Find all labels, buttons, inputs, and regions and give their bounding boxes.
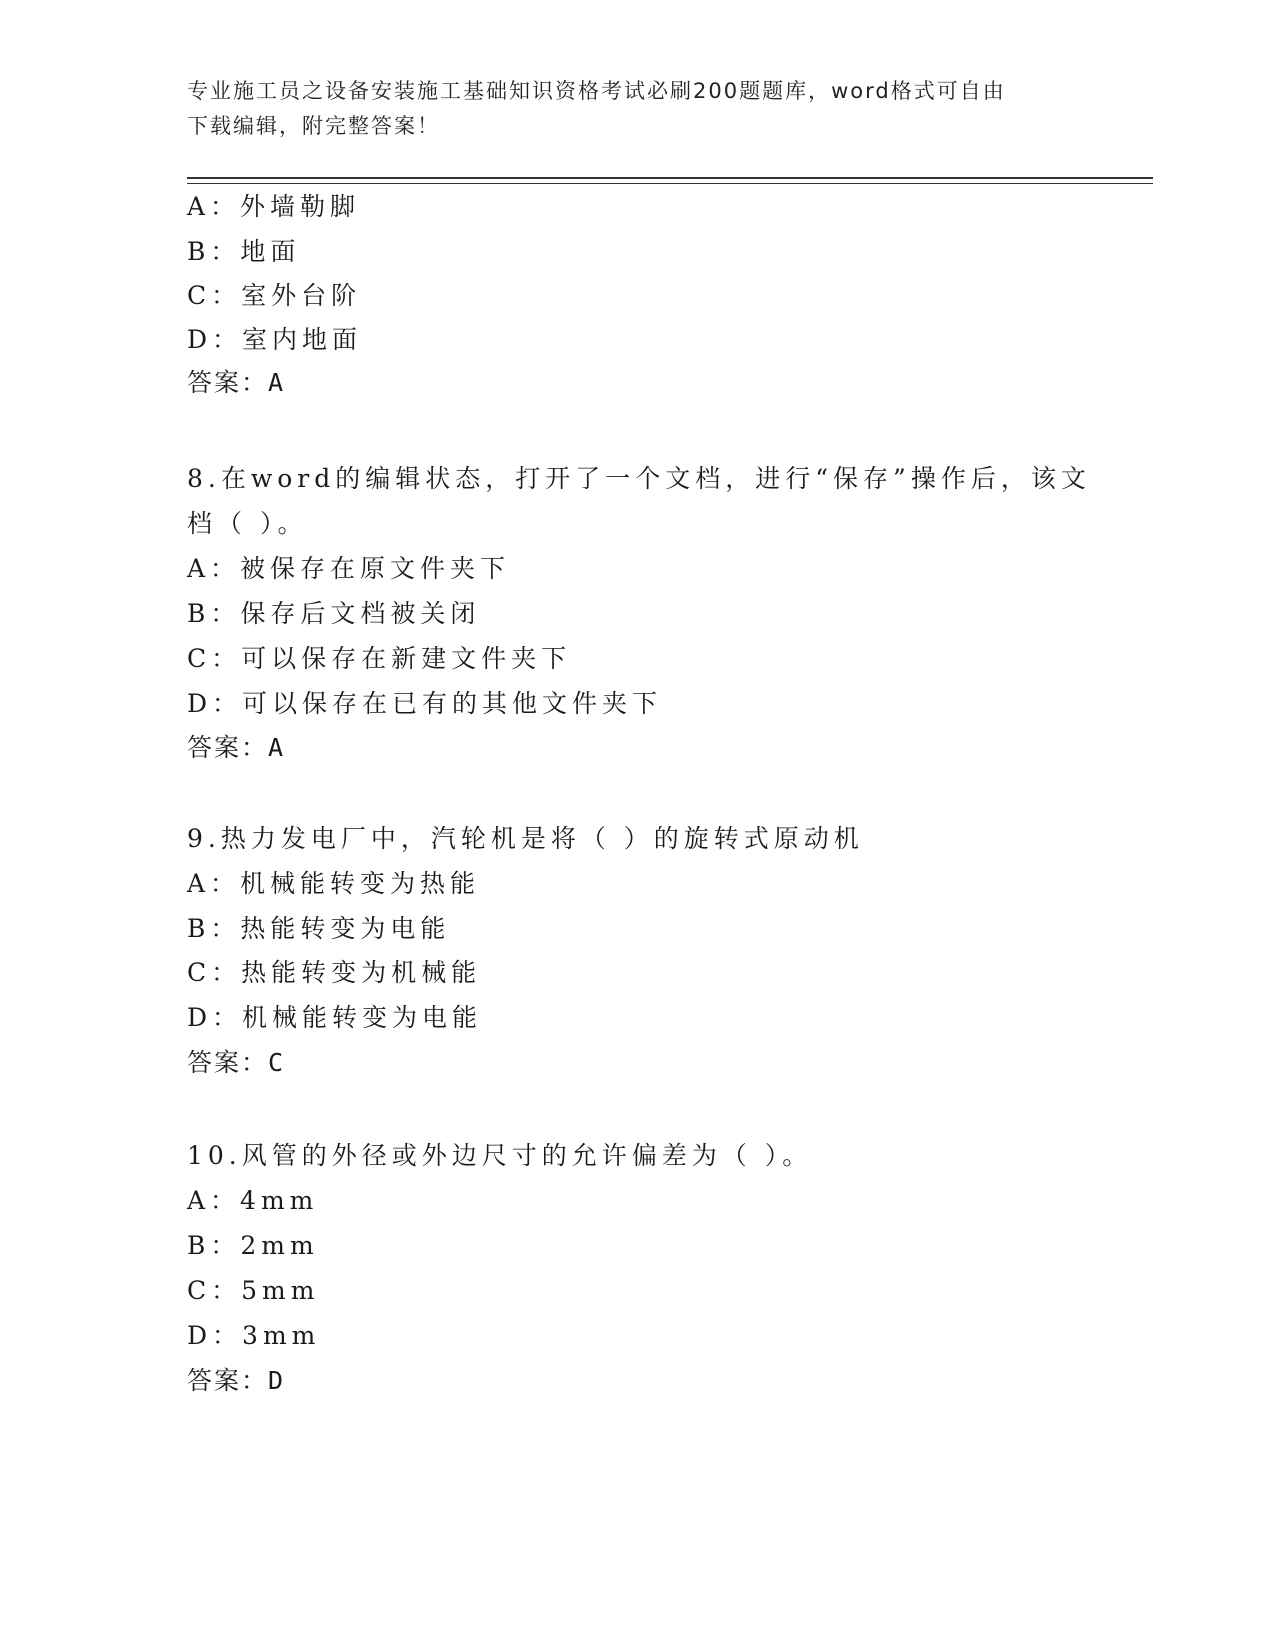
q8-option-a: A：被保存在原文件夹下 [187,554,511,583]
q7-option-b: B：地面 [187,237,301,266]
q9-option-c: C：热能转变为机械能 [187,958,482,987]
q8-answer-label: 答案： [187,733,269,762]
q10-option-b: B：2mm [187,1231,319,1260]
q8-option-c: C：可以保存在新建文件夹下 [187,644,572,673]
q10-option-a: A：4mm [187,1186,319,1215]
q7-answer-label: 答案： [187,368,269,397]
q8-option-b: B：保存后文档被关闭 [187,599,481,628]
q10-answer-value: D [268,1366,286,1395]
q7-answer [187,368,285,398]
q10-answer [187,1366,285,1396]
header-line-2: 下载编辑，附完整答案！ [187,114,440,138]
q7-answer-value: A [268,368,286,397]
q7-option-a: A：外墙勒脚 [187,192,361,221]
q9-answer [187,1048,285,1078]
document-header [187,74,1067,144]
q9-option-b: B：热能转变为电能 [187,914,451,943]
q8-answer-value: A [268,733,286,762]
header-divider-thick [187,177,1153,179]
q8-question-line-1: 8.在word的编辑状态，打开了一个文档，进行“保存”操作后，该文 [187,464,1091,493]
q9-answer-label: 答案： [187,1048,269,1077]
q9-question: 9.热力发电厂中，汽轮机是将（ ）的旋转式原动机 [187,824,864,853]
q8-answer [187,733,285,763]
q9-option-d: D：机械能转变为电能 [187,1003,483,1032]
q10-question: 10.风管的外径或外边尺寸的允许偏差为（ ）。 [187,1141,813,1170]
header-line-1: 专业施工员之设备安装施工基础知识资格考试必刷200题题库，word格式可自由 [187,79,1006,103]
q7-option-d: D：室内地面 [187,325,363,354]
q8-option-d: D：可以保存在已有的其他文件夹下 [187,689,663,718]
q10-option-c: C：5mm [187,1276,320,1305]
header-divider-thin [187,183,1153,184]
q10-option-d: D：3mm [187,1321,321,1350]
q8-question-line-2: 档（ ）。 [187,509,308,538]
q10-answer-label: 答案： [187,1366,269,1395]
q9-answer-value: C [268,1048,286,1077]
q9-option-a: A：机械能转变为热能 [187,869,481,898]
q7-option-c: C：室外台阶 [187,281,362,310]
